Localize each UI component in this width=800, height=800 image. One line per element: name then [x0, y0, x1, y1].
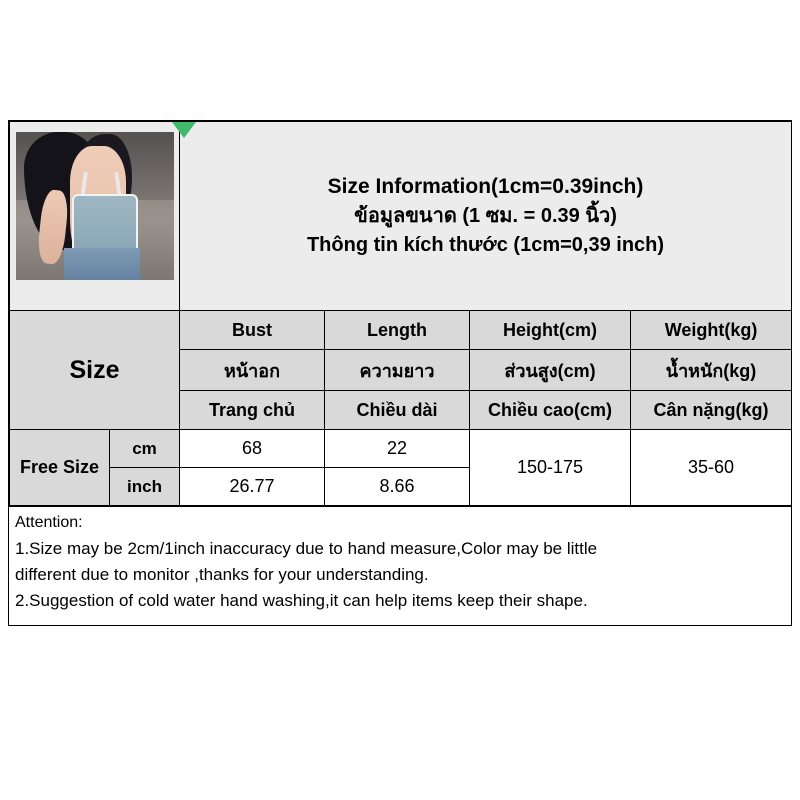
- col-height-vi: Chiều cao(cm): [470, 391, 631, 430]
- weight-value: 35-60: [631, 430, 792, 506]
- unit-inch: inch: [110, 468, 180, 506]
- col-bust-vi: Trang chủ: [180, 391, 325, 430]
- col-bust-th: หน้าอก: [180, 350, 325, 391]
- attention-block: [9, 506, 791, 625]
- table-header-band: [10, 122, 792, 311]
- col-weight-en: Weight(kg): [631, 311, 792, 350]
- col-length-vi: Chiều dài: [325, 391, 470, 430]
- title-english: Size Information(1cm=0.39inch): [327, 174, 644, 198]
- attention-heading: Attention:: [15, 514, 83, 531]
- model-photo: [16, 132, 174, 280]
- col-length-en: Length: [325, 311, 470, 350]
- unit-cm: cm: [110, 430, 180, 468]
- col-length-th: ความยาว: [325, 350, 470, 391]
- col-weight-th: น้ำหนัก(kg): [631, 350, 792, 391]
- col-weight-vi: Cân nặng(kg): [631, 391, 792, 430]
- table-row-cm: [10, 430, 792, 468]
- height-value: 150-175: [470, 430, 631, 506]
- attention-line-1b: different due to monitor ,thanks for your understanding.: [15, 565, 429, 585]
- bust-inch-value: 26.77: [180, 468, 325, 506]
- attention-line-2: 2.Suggestion of cold water hand washing,it can help items keep their shape.: [15, 591, 588, 611]
- col-bust-en: Bust: [180, 311, 325, 350]
- length-inch-value: 8.66: [325, 468, 470, 506]
- col-height-en: Height(cm): [470, 311, 631, 350]
- column-header-row-en: [10, 311, 792, 350]
- length-cm-value: 22: [325, 430, 470, 468]
- title-cell: [180, 122, 792, 311]
- title-vietnamese: Thông tin kích thước (1cm=0,39 inch): [306, 234, 665, 257]
- bust-cm-value: 68: [180, 430, 325, 468]
- col-height-th: ส่วนสูง(cm): [470, 350, 631, 391]
- model-photo-cell: [10, 122, 180, 311]
- size-table: [9, 121, 792, 506]
- size-label-cell: Size: [10, 311, 180, 430]
- attention-line-1: 1.Size may be 2cm/1inch inaccuracy due to hand measure,Color may be little: [15, 538, 598, 558]
- green-triangle-icon: [172, 122, 196, 138]
- size-chart: [8, 120, 792, 626]
- title-thai: ข้อมูลขนาด (1 ซม. = 0.39 นิ้ว): [354, 205, 617, 228]
- free-size-label: Free Size: [10, 430, 110, 506]
